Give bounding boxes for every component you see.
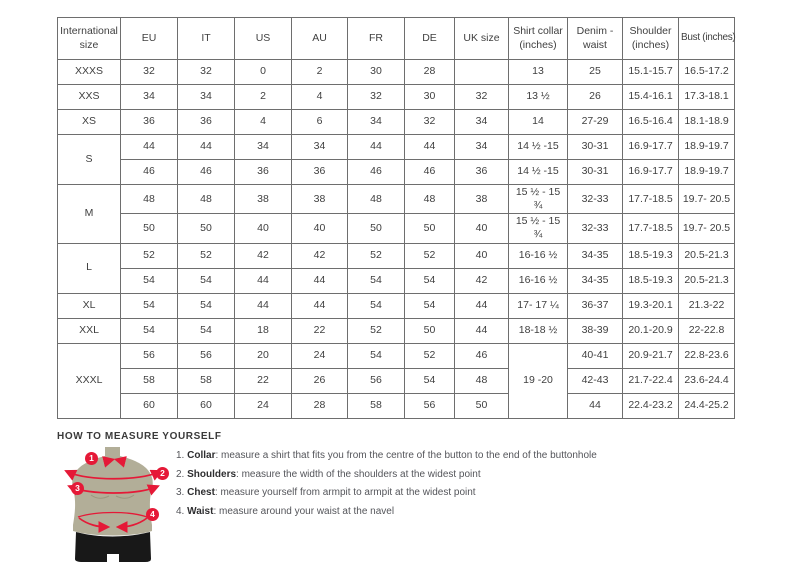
value-cell: 4 <box>235 110 292 135</box>
value-cell: 18.1-18.9 <box>679 110 735 135</box>
value-cell: 42 <box>455 268 509 293</box>
value-cell: 40 <box>455 243 509 268</box>
header-cell: AU <box>292 18 348 60</box>
value-cell: 48 <box>178 185 235 214</box>
value-cell: 22.8-23.6 <box>679 343 735 368</box>
value-cell: 42 <box>235 243 292 268</box>
header-cell: US <box>235 18 292 60</box>
value-cell: 54 <box>405 368 455 393</box>
value-cell: 16.9-17.7 <box>623 160 679 185</box>
value-cell: 32 <box>405 110 455 135</box>
value-cell: 32-33 <box>568 214 623 243</box>
value-cell: 25 <box>568 60 623 85</box>
value-cell: 13 ½ <box>509 85 568 110</box>
value-cell: 32 <box>348 85 405 110</box>
value-cell: 24 <box>235 393 292 418</box>
table-row <box>58 214 735 243</box>
value-cell: 20.5-21.3 <box>679 243 735 268</box>
value-cell: 50 <box>348 214 405 243</box>
value-cell: 54 <box>348 343 405 368</box>
value-cell: 46 <box>178 160 235 185</box>
value-cell: 30 <box>348 60 405 85</box>
value-cell: 17- 17 ¼ <box>509 293 568 318</box>
header-cell: International size <box>58 18 121 60</box>
figure-label-1: 1 <box>85 452 98 465</box>
value-cell: 34 <box>348 110 405 135</box>
size-label-cell: S <box>58 135 121 185</box>
value-cell: 36 <box>292 160 348 185</box>
value-cell: 54 <box>348 293 405 318</box>
size-label-cell: XS <box>58 110 121 135</box>
value-cell: 60 <box>178 393 235 418</box>
value-cell: 16.9-17.7 <box>623 135 679 160</box>
value-cell: 40 <box>235 214 292 243</box>
table-row <box>58 318 735 343</box>
value-cell: 15.4-16.1 <box>623 85 679 110</box>
value-cell: 46 <box>348 160 405 185</box>
section-heading: HOW TO MEASURE YOURSELF <box>57 431 222 442</box>
value-cell: 22.4-23.2 <box>623 393 679 418</box>
table-row <box>58 85 735 110</box>
value-cell: 54 <box>405 293 455 318</box>
value-cell: 18-18 ½ <box>509 318 568 343</box>
value-cell: 2 <box>292 60 348 85</box>
header-cell: Denim - waist <box>568 18 623 60</box>
value-cell: 54 <box>178 318 235 343</box>
measure-instruction: 2. Shoulders: measure the width of the shoulders at the widest point <box>176 468 481 480</box>
value-cell: 30 <box>405 85 455 110</box>
table-row <box>58 343 735 368</box>
value-cell: 44 <box>292 268 348 293</box>
header-cell: EU <box>121 18 178 60</box>
value-cell: 50 <box>405 214 455 243</box>
value-cell: 15.1-15.7 <box>623 60 679 85</box>
value-cell: 44 <box>568 393 623 418</box>
value-cell: 22 <box>292 318 348 343</box>
value-cell: 44 <box>292 293 348 318</box>
value-cell: 28 <box>405 60 455 85</box>
value-cell: 56 <box>405 393 455 418</box>
value-cell: 40 <box>292 214 348 243</box>
figure-label-3: 3 <box>71 482 84 495</box>
value-cell: 17.3-18.1 <box>679 85 735 110</box>
value-cell: 46 <box>121 160 178 185</box>
value-cell: 18.5-19.3 <box>623 243 679 268</box>
value-cell: 30-31 <box>568 135 623 160</box>
header-cell: Bust (inches) <box>679 18 735 60</box>
value-cell: 19 -20 <box>509 343 568 418</box>
value-cell: 16.5-16.4 <box>623 110 679 135</box>
measure-instructions-list <box>176 447 597 521</box>
value-cell: 50 <box>455 393 509 418</box>
size-label-cell: L <box>58 243 121 293</box>
header-cell: Shoulder (inches) <box>623 18 679 60</box>
value-cell: 46 <box>455 343 509 368</box>
value-cell: 54 <box>178 293 235 318</box>
table-row <box>58 60 735 85</box>
value-cell: 36 <box>235 160 292 185</box>
mannequin-figure <box>61 447 177 565</box>
value-cell: 56 <box>348 368 405 393</box>
value-cell: 17.7-18.5 <box>623 214 679 243</box>
size-label-cell: XXXL <box>58 343 121 418</box>
value-cell: 36 <box>178 110 235 135</box>
value-cell: 22 <box>235 368 292 393</box>
value-cell: 24.4-25.2 <box>679 393 735 418</box>
size-chart-table <box>57 17 735 419</box>
value-cell: 44 <box>178 135 235 160</box>
value-cell: 36-37 <box>568 293 623 318</box>
value-cell: 48 <box>121 185 178 214</box>
value-cell: 44 <box>455 293 509 318</box>
value-cell: 28 <box>292 393 348 418</box>
value-cell: 34 <box>455 135 509 160</box>
value-cell: 36 <box>121 110 178 135</box>
value-cell: 34 <box>455 110 509 135</box>
header-cell: FR <box>348 18 405 60</box>
value-cell: 48 <box>405 185 455 214</box>
value-cell: 32 <box>121 60 178 85</box>
size-label-cell: XXS <box>58 85 121 110</box>
value-cell: 18.5-19.3 <box>623 268 679 293</box>
value-cell: 22-22.8 <box>679 318 735 343</box>
size-label-cell: XXL <box>58 318 121 343</box>
value-cell: 6 <box>292 110 348 135</box>
value-cell: 58 <box>348 393 405 418</box>
value-cell: 52 <box>348 243 405 268</box>
table-row <box>58 160 735 185</box>
value-cell: 58 <box>178 368 235 393</box>
value-cell: 38 <box>235 185 292 214</box>
value-cell: 56 <box>178 343 235 368</box>
value-cell: 44 <box>235 268 292 293</box>
header-cell: IT <box>178 18 235 60</box>
table-row <box>58 368 735 393</box>
value-cell: 18 <box>235 318 292 343</box>
value-cell: 24 <box>292 343 348 368</box>
measure-instruction: 1. Collar: measure a shirt that fits you from the centre of the button to the end of the buttonhole <box>176 450 597 461</box>
value-cell: 32-33 <box>568 185 623 214</box>
value-cell: 34 <box>235 135 292 160</box>
value-cell: 34 <box>178 85 235 110</box>
table-row <box>58 243 735 268</box>
value-cell: 0 <box>235 60 292 85</box>
value-cell: 20.5-21.3 <box>679 268 735 293</box>
value-cell: 48 <box>348 185 405 214</box>
value-cell: 60 <box>121 393 178 418</box>
table-row <box>58 293 735 318</box>
header-cell: UK size <box>455 18 509 60</box>
value-cell: 52 <box>178 243 235 268</box>
size-label-cell: M <box>58 185 121 244</box>
figure-label-4: 4 <box>146 508 159 521</box>
value-cell: 44 <box>348 135 405 160</box>
value-cell: 21.7-22.4 <box>623 368 679 393</box>
value-cell: 54 <box>121 318 178 343</box>
size-label-cell: XXXS <box>58 60 121 85</box>
value-cell: 14 <box>509 110 568 135</box>
value-cell <box>455 60 509 85</box>
value-cell: 13 <box>509 60 568 85</box>
value-cell: 19.3-20.1 <box>623 293 679 318</box>
value-cell: 19.7- 20.5 <box>679 214 735 243</box>
value-cell: 52 <box>405 343 455 368</box>
table-row <box>58 393 735 418</box>
value-cell: 23.6-24.4 <box>679 368 735 393</box>
value-cell: 50 <box>121 214 178 243</box>
value-cell: 46 <box>405 160 455 185</box>
table-row <box>58 135 735 160</box>
value-cell: 42 <box>292 243 348 268</box>
value-cell: 18.9-19.7 <box>679 160 735 185</box>
value-cell: 26 <box>568 85 623 110</box>
value-cell: 32 <box>178 60 235 85</box>
value-cell: 40 <box>455 214 509 243</box>
value-cell: 54 <box>121 268 178 293</box>
size-label-cell: XL <box>58 293 121 318</box>
value-cell: 44 <box>405 135 455 160</box>
table-row <box>58 110 735 135</box>
value-cell: 44 <box>121 135 178 160</box>
value-cell: 54 <box>178 268 235 293</box>
value-cell: 58 <box>121 368 178 393</box>
value-cell: 48 <box>455 368 509 393</box>
table-header-row <box>58 18 735 60</box>
measure-instruction: 3. Chest: measure yourself from armpit to armpit at the widest point <box>176 487 476 499</box>
value-cell: 34-35 <box>568 243 623 268</box>
value-cell: 52 <box>405 243 455 268</box>
value-cell: 20.9-21.7 <box>623 343 679 368</box>
value-cell: 38 <box>455 185 509 214</box>
figure-label-2: 2 <box>156 467 169 480</box>
value-cell: 44 <box>455 318 509 343</box>
value-cell: 44 <box>235 293 292 318</box>
value-cell: 34-35 <box>568 268 623 293</box>
value-cell: 21.3-22 <box>679 293 735 318</box>
value-cell: 34 <box>121 85 178 110</box>
value-cell: 15 ½ - 15 ¾ <box>509 214 568 243</box>
value-cell: 38 <box>292 185 348 214</box>
value-cell: 50 <box>405 318 455 343</box>
value-cell: 16-16 ½ <box>509 243 568 268</box>
value-cell: 19.7- 20.5 <box>679 185 735 214</box>
value-cell: 42-43 <box>568 368 623 393</box>
mannequin-illustration <box>61 447 177 565</box>
value-cell: 52 <box>348 318 405 343</box>
value-cell: 17.7-18.5 <box>623 185 679 214</box>
value-cell: 27-29 <box>568 110 623 135</box>
value-cell: 20 <box>235 343 292 368</box>
value-cell: 2 <box>235 85 292 110</box>
measure-instruction: 4. Waist: measure around your waist at the navel <box>176 505 395 517</box>
value-cell: 54 <box>405 268 455 293</box>
value-cell: 15 ½ - 15 ¾ <box>509 185 568 214</box>
value-cell: 34 <box>292 135 348 160</box>
header-cell: Shirt collar (inches) <box>509 18 568 60</box>
value-cell: 36 <box>455 160 509 185</box>
value-cell: 32 <box>455 85 509 110</box>
table-row <box>58 185 735 214</box>
value-cell: 54 <box>348 268 405 293</box>
value-cell: 14 ½ -15 <box>509 135 568 160</box>
value-cell: 30-31 <box>568 160 623 185</box>
table-row <box>58 268 735 293</box>
value-cell: 54 <box>121 293 178 318</box>
value-cell: 52 <box>121 243 178 268</box>
value-cell: 4 <box>292 85 348 110</box>
header-cell: DE <box>405 18 455 60</box>
value-cell: 50 <box>178 214 235 243</box>
value-cell: 40-41 <box>568 343 623 368</box>
value-cell: 18.9-19.7 <box>679 135 735 160</box>
value-cell: 38-39 <box>568 318 623 343</box>
value-cell: 16.5-17.2 <box>679 60 735 85</box>
value-cell: 16-16 ½ <box>509 268 568 293</box>
value-cell: 26 <box>292 368 348 393</box>
value-cell: 20.1-20.9 <box>623 318 679 343</box>
shorts-shape <box>75 532 151 562</box>
value-cell: 14 ½ -15 <box>509 160 568 185</box>
value-cell: 56 <box>121 343 178 368</box>
